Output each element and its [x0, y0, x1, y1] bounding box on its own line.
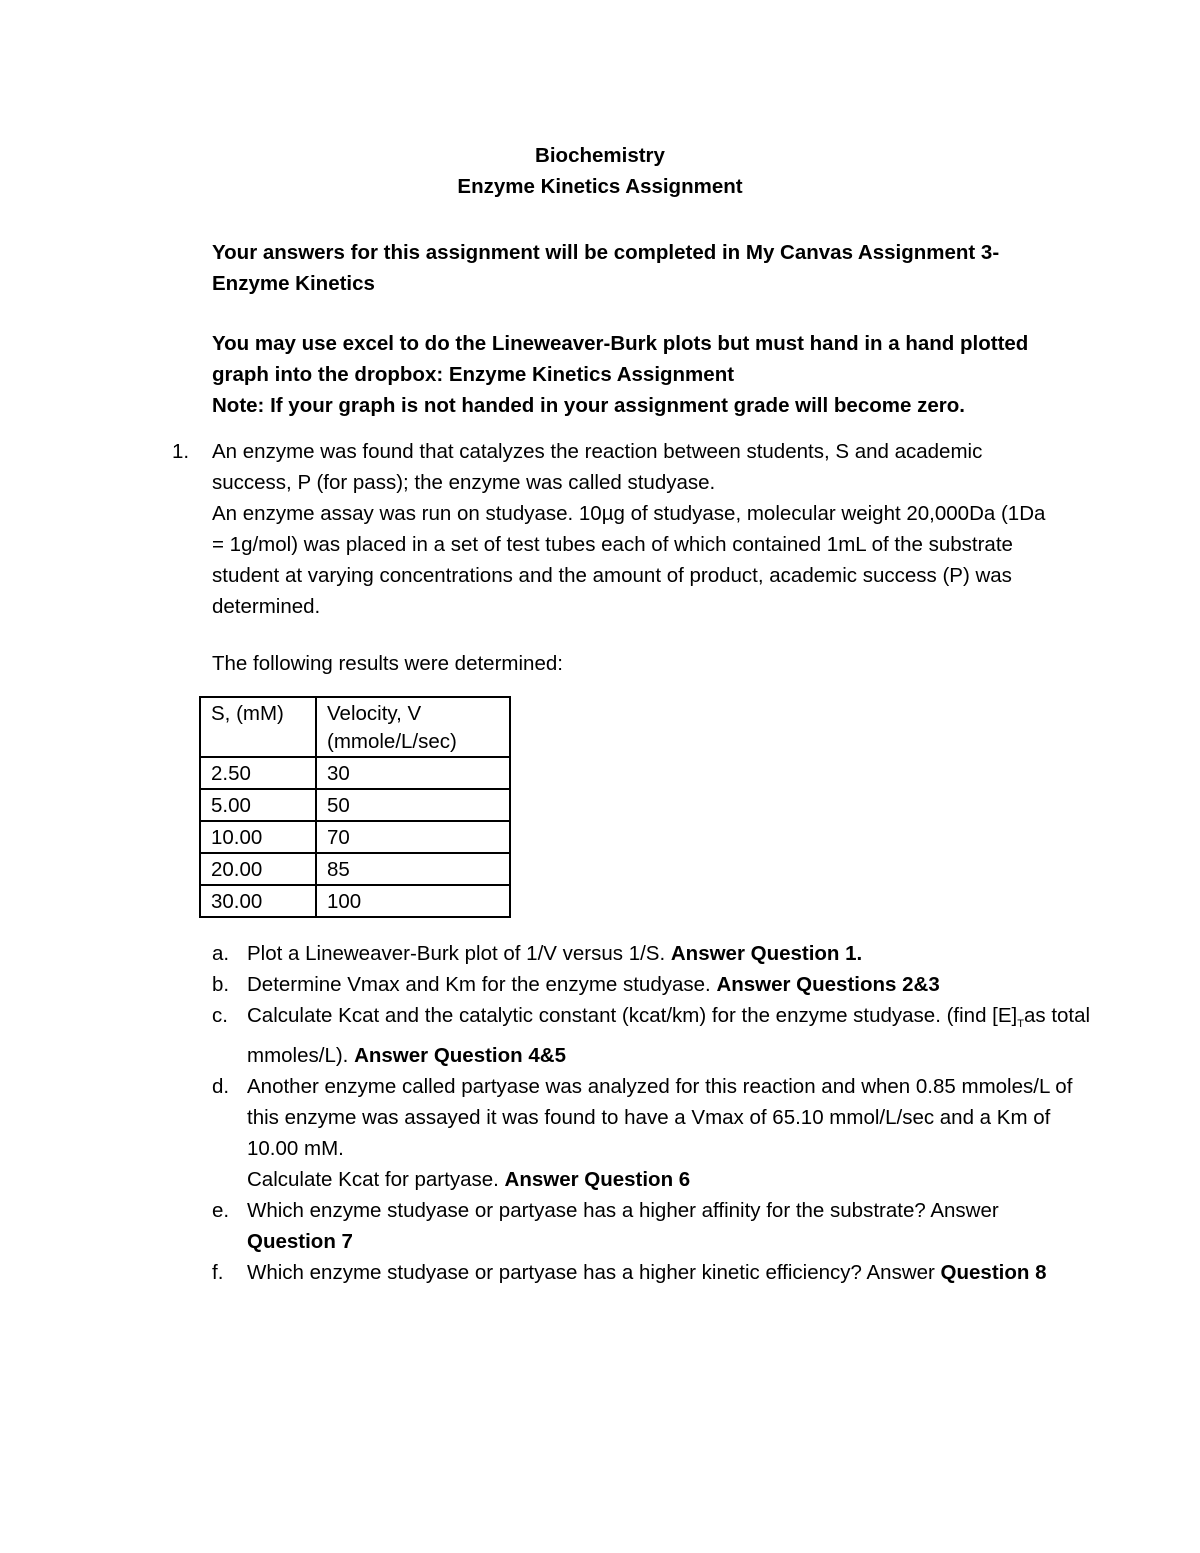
part-answer-ref: Answer Question 6 — [504, 1168, 691, 1192]
part-label: f. — [212, 1261, 224, 1285]
header-substrate: S, (mM) — [200, 697, 316, 757]
part-label: e. — [212, 1199, 230, 1223]
results-intro: The following results were determined: — [212, 652, 563, 675]
part-text-cont: Calculate Kcat for partyase. — [247, 1168, 505, 1192]
part-label: b. — [212, 973, 230, 996]
header-velocity-label: Velocity, V — [327, 702, 422, 725]
part-e — [212, 1195, 1092, 1257]
table-row — [200, 885, 510, 917]
cell-substrate: 30.00 — [200, 885, 316, 917]
part-answer-ref: Answer Question 4&5 — [354, 1044, 566, 1068]
table-row — [200, 821, 510, 853]
part-f — [212, 1257, 1092, 1288]
part-b — [212, 969, 1092, 1000]
cell-substrate: 5.00 — [200, 789, 316, 821]
assay-description: An enzyme assay was run on studyase. 10µg of studyase, molecular weight 20,000Da (1Da = 1g/mol) was placed in a set of test tubes each of which contained 1mL of the substrate student at varying concentrations and the amount of product, academic success (P) was determined. — [212, 502, 1046, 618]
question-parts — [212, 938, 1092, 1288]
part-text-cont: as total mmoles/L). — [247, 1004, 1091, 1068]
header-velocity — [316, 697, 510, 757]
part-d — [212, 1071, 1092, 1195]
cell-velocity: 100 — [316, 885, 510, 917]
cell-velocity: 70 — [316, 821, 510, 853]
part-text: Calculate Kcat and the catalytic constant (kcat/km) for the enzyme studyase. (find [E] — [247, 1004, 1018, 1027]
part-label: a. — [212, 942, 230, 965]
part-label: c. — [212, 1004, 228, 1027]
part-text: Another enzyme called partyase was analyzed for this reaction and when 0.85 mmoles/L of this enzyme was assayed it was found to have a Vmax of 65.10 mmol/L/sec and a Km of 10.00 mM. — [247, 1075, 1073, 1161]
question-number: 1. — [172, 440, 190, 463]
subscript-t: T — [1017, 1018, 1024, 1031]
table-row — [200, 757, 510, 789]
assignment-title: Enzyme Kinetics Assignment — [457, 175, 743, 198]
part-text: Plot a Lineweaver-Burk plot of 1/V versus 1/S. — [247, 942, 671, 965]
excel-instruction: You may use excel to do the Lineweaver-Burk plots but must hand in a hand plotted graph into the dropbox: Enzyme Kinetics Assignment — [212, 332, 1029, 386]
cell-velocity: 85 — [316, 853, 510, 885]
part-answer-ref: Answer Question 1. — [670, 942, 863, 965]
excel-instruction-block — [212, 328, 1082, 421]
part-a — [212, 938, 1092, 969]
canvas-instruction: Your answers for this assignment will be completed in My Canvas Assignment 3- Enzyme Kinetics — [212, 241, 1000, 295]
cell-velocity: 30 — [316, 757, 510, 789]
zero-grade-note: Note: If your graph is not handed in your assignment grade will become zero. — [212, 394, 965, 417]
cell-substrate: 10.00 — [200, 821, 316, 853]
table-header-row — [200, 697, 510, 757]
part-text: Which enzyme studyase or partyase has a higher kinetic efficiency? Answer — [247, 1261, 941, 1285]
cell-velocity: 50 — [316, 789, 510, 821]
part-text: Which enzyme studyase or partyase has a higher affinity for the substrate? Answer — [247, 1199, 999, 1223]
cell-substrate: 20.00 — [200, 853, 316, 885]
results-table — [199, 696, 511, 918]
cell-substrate: 2.50 — [200, 757, 316, 789]
table-row — [200, 853, 510, 885]
table-row — [200, 789, 510, 821]
part-c — [212, 1000, 1092, 1071]
part-answer-ref: Question 7 — [247, 1230, 353, 1254]
part-answer-ref: Question 8 — [940, 1261, 1047, 1285]
part-answer-ref: Answer Questions 2&3 — [716, 973, 940, 996]
part-text: Determine Vmax and Km for the enzyme studyase. — [247, 973, 717, 996]
course-title: Biochemistry — [535, 144, 665, 167]
question-intro: An enzyme was found that catalyzes the reaction between students, S and academic success, P (for pass); the enzyme was called studyase. — [212, 440, 983, 494]
header-velocity-units: (mmole/L/sec) — [327, 730, 457, 753]
part-label: d. — [212, 1075, 230, 1099]
